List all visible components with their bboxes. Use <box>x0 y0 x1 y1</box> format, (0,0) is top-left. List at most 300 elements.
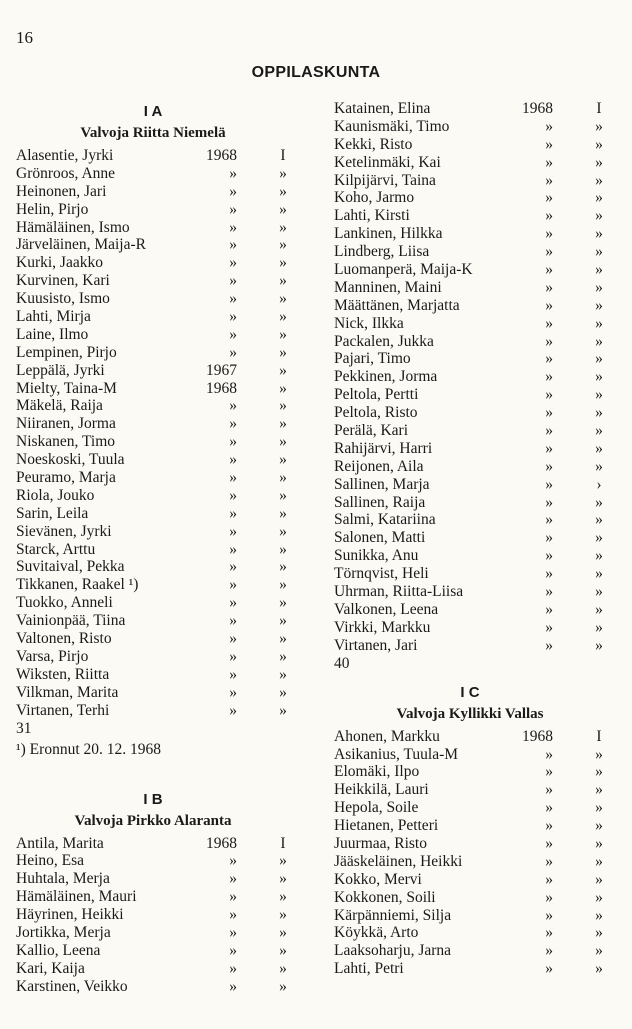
enrollment-year: » <box>545 261 553 279</box>
class-level: » <box>279 959 287 977</box>
enrollment-year: » <box>229 343 237 361</box>
student-name: Manninen, Maini <box>334 278 442 296</box>
student-name: Pekkinen, Jorma <box>334 368 438 386</box>
enrollment-year: » <box>545 942 553 960</box>
student-name: Nick, Ilkka <box>334 314 404 332</box>
student-row <box>16 290 290 308</box>
student-row <box>334 907 606 925</box>
student-row <box>16 576 290 594</box>
class-level: » <box>279 451 287 469</box>
student-row <box>16 380 290 398</box>
class-level: » <box>595 207 603 225</box>
enrollment-year: 1968 <box>522 727 553 745</box>
student-row <box>16 960 290 978</box>
student-name: Kurki, Jaakko <box>16 254 103 272</box>
student-name: Mielty, Taina-M <box>16 379 117 397</box>
student-row <box>334 960 606 978</box>
enrollment-year: » <box>229 451 237 469</box>
student-name: Lindberg, Liisa <box>334 243 430 261</box>
student-name: Ketelinmäki, Kai <box>334 153 441 171</box>
class-level: » <box>595 852 603 870</box>
class-level: » <box>279 433 287 451</box>
enrollment-year: » <box>545 763 553 781</box>
enrollment-year: » <box>229 870 237 888</box>
student-row <box>334 189 606 207</box>
class-level: » <box>279 379 287 397</box>
class-ib-list <box>16 835 290 996</box>
class-level: » <box>595 870 603 888</box>
enrollment-year: » <box>229 852 237 870</box>
student-row <box>334 458 606 476</box>
enrollment-year: » <box>545 153 553 171</box>
class-level: » <box>279 218 287 236</box>
enrollment-year: » <box>545 207 553 225</box>
class-level: » <box>279 888 287 906</box>
student-name: Kurvinen, Kari <box>16 272 110 290</box>
student-name: Alasentie, Jyrki <box>16 147 114 164</box>
class-level: » <box>279 164 287 182</box>
enrollment-year: » <box>229 522 237 540</box>
student-name: Valtonen, Risto <box>16 630 112 648</box>
student-row <box>334 637 606 655</box>
enrollment-year: » <box>229 308 237 326</box>
class-level: » <box>279 325 287 343</box>
student-name: Häyrinen, Heikki <box>16 906 124 924</box>
enrollment-year: » <box>229 683 237 701</box>
class-level: » <box>595 547 603 565</box>
enrollment-year: » <box>545 817 553 835</box>
class-level: » <box>595 817 603 835</box>
student-name: Lahti, Kirsti <box>334 207 410 225</box>
student-name: Wiksten, Riitta <box>16 665 110 683</box>
class-level: » <box>595 583 603 601</box>
student-row <box>16 558 290 576</box>
class-level: » <box>595 960 603 978</box>
class-level: » <box>595 942 603 960</box>
class-level: » <box>595 906 603 924</box>
student-name: Jortikka, Merja <box>16 923 111 941</box>
enrollment-year: » <box>229 888 237 906</box>
page-number: 16 <box>16 28 33 47</box>
student-name: Pajari, Timo <box>334 350 411 368</box>
class-level: » <box>595 763 603 781</box>
student-name: Luomanperä, Maija-K <box>334 261 473 279</box>
class-level: » <box>595 368 603 386</box>
enrollment-year: » <box>545 960 553 978</box>
enrollment-year: » <box>545 781 553 799</box>
student-name: Sarin, Leila <box>16 504 89 522</box>
student-row <box>16 702 290 720</box>
student-row <box>16 835 290 853</box>
student-name: Katainen, Elina <box>334 100 431 117</box>
class-level: » <box>595 332 603 350</box>
student-name: Vainionpää, Tiina <box>16 612 126 630</box>
enrollment-year: » <box>229 977 237 995</box>
enrollment-year: » <box>545 870 553 888</box>
class-level: » <box>279 683 287 701</box>
student-row <box>16 165 290 183</box>
student-name: Valkonen, Leena <box>334 600 439 618</box>
student-row <box>334 494 606 512</box>
student-name: Virtanen, Terhi <box>16 701 110 719</box>
enrollment-year: » <box>229 504 237 522</box>
class-level: » <box>595 834 603 852</box>
student-name: Sallinen, Marja <box>334 475 430 493</box>
student-name: Peltola, Risto <box>334 404 418 422</box>
student-name: Lempinen, Pirjo <box>16 343 117 361</box>
enrollment-year: » <box>545 799 553 817</box>
student-name: Virtanen, Jari <box>334 636 418 654</box>
student-row <box>16 906 290 924</box>
left-column <box>16 100 290 996</box>
class-level: » <box>279 272 287 290</box>
student-row <box>334 136 606 154</box>
student-row <box>16 415 290 433</box>
student-row <box>334 781 606 799</box>
enrollment-year: » <box>545 888 553 906</box>
class-level: » <box>279 852 287 870</box>
student-row <box>16 888 290 906</box>
class-ia-heading: I A <box>143 103 163 120</box>
student-row <box>16 666 290 684</box>
enrollment-year: » <box>545 475 553 493</box>
student-name: Kokkonen, Soili <box>334 888 436 906</box>
enrollment-year: » <box>545 135 553 153</box>
student-name: Ahonen, Markku <box>334 727 440 745</box>
class-level: » <box>595 457 603 475</box>
student-row <box>16 236 290 254</box>
class-level: » <box>595 439 603 457</box>
enrollment-year: » <box>545 332 553 350</box>
class-level: » <box>279 612 287 630</box>
student-row <box>334 889 606 907</box>
student-row <box>16 344 290 362</box>
class-level: » <box>279 343 287 361</box>
class-level: » <box>595 600 603 618</box>
enrollment-year: » <box>229 290 237 308</box>
student-row <box>334 799 606 817</box>
student-name: Packalen, Jukka <box>334 332 434 350</box>
student-name: Juurmaa, Risto <box>334 834 427 852</box>
student-name: Grönroos, Anne <box>16 164 116 182</box>
enrollment-year: » <box>229 325 237 343</box>
enrollment-year: » <box>229 182 237 200</box>
class-level: » <box>595 350 603 368</box>
enrollment-year: » <box>545 225 553 243</box>
student-row <box>16 523 290 541</box>
class-level: » <box>595 745 603 763</box>
class-level: » <box>279 308 287 326</box>
enrollment-year: » <box>545 547 553 565</box>
class-level: » <box>279 941 287 959</box>
enrollment-year: 1968 <box>206 379 237 397</box>
student-row <box>334 476 606 494</box>
class-level: » <box>279 182 287 200</box>
student-row <box>334 279 606 297</box>
enrollment-year: » <box>229 576 237 594</box>
enrollment-year: » <box>229 218 237 236</box>
student-row <box>16 487 290 505</box>
student-row <box>16 852 290 870</box>
student-row <box>16 612 290 630</box>
class-level: I <box>596 727 602 745</box>
enrollment-year: » <box>545 583 553 601</box>
class-ia-list <box>16 147 290 720</box>
student-name: Tikkanen, Raakel ¹) <box>16 576 139 594</box>
student-row <box>334 100 606 118</box>
enrollment-year: » <box>545 404 553 422</box>
student-name: Törnqvist, Heli <box>334 565 429 583</box>
student-row <box>334 583 606 601</box>
enrollment-year: » <box>229 558 237 576</box>
enrollment-year: » <box>545 243 553 261</box>
class-level: » <box>595 314 603 332</box>
student-row <box>16 870 290 888</box>
student-row <box>16 219 290 237</box>
student-row <box>334 118 606 136</box>
enrollment-year: » <box>229 959 237 977</box>
student-name: Sallinen, Raija <box>334 493 426 511</box>
class-level: » <box>595 422 603 440</box>
student-name: Peltola, Pertti <box>334 386 419 404</box>
class-level: » <box>595 511 603 529</box>
student-name: Kari, Kaija <box>16 959 85 977</box>
student-row <box>16 308 290 326</box>
class-level: » <box>279 504 287 522</box>
student-row <box>16 541 290 559</box>
student-row <box>16 183 290 201</box>
student-name: Antila, Marita <box>16 834 104 852</box>
student-name: Kokko, Mervi <box>334 870 422 888</box>
class-level: » <box>595 924 603 942</box>
enrollment-year: » <box>545 906 553 924</box>
student-row <box>16 684 290 702</box>
student-row <box>334 386 606 404</box>
enrollment-year: » <box>229 469 237 487</box>
class-level: » <box>279 665 287 683</box>
class-level: » <box>279 701 287 719</box>
student-row <box>16 362 290 380</box>
student-name: Perälä, Kari <box>334 422 409 440</box>
student-name: Järveläinen, Maija-R <box>16 236 146 254</box>
enrollment-year: » <box>545 852 553 870</box>
class-level: » <box>595 117 603 135</box>
student-name: Kallio, Leena <box>16 941 101 959</box>
student-row <box>334 368 606 386</box>
student-row <box>334 763 606 781</box>
student-name: Reijonen, Aila <box>334 457 424 475</box>
class-level: » <box>279 558 287 576</box>
student-name: Köykkä, Arto <box>334 924 419 942</box>
student-name: Riola, Jouko <box>16 486 95 504</box>
class-level: » <box>279 361 287 379</box>
student-name: Lahti, Mirja <box>16 308 91 326</box>
student-name: Virkki, Markku <box>334 618 431 636</box>
enrollment-year: » <box>229 272 237 290</box>
enrollment-year: » <box>545 189 553 207</box>
student-row <box>16 397 290 415</box>
enrollment-year: » <box>545 386 553 404</box>
student-row <box>16 254 290 272</box>
page-title: OPPILASKUNTA <box>251 64 381 81</box>
enrollment-year: » <box>229 941 237 959</box>
enrollment-year: » <box>545 745 553 763</box>
student-row <box>16 594 290 612</box>
student-row <box>334 207 606 225</box>
enrollment-year: » <box>229 433 237 451</box>
student-name: Hämäläinen, Mauri <box>16 888 137 906</box>
student-name: Kuusisto, Ismo <box>16 290 110 308</box>
student-row <box>334 942 606 960</box>
class-level: » <box>279 236 287 254</box>
class-level: » <box>279 630 287 648</box>
class-level: » <box>279 977 287 995</box>
enrollment-year: » <box>229 906 237 924</box>
enrollment-year: » <box>545 457 553 475</box>
student-name: Niskanen, Timo <box>16 433 116 451</box>
student-name: Lankinen, Hilkka <box>334 225 443 243</box>
enrollment-year: 1967 <box>206 361 237 379</box>
class-level: » <box>595 529 603 547</box>
class-level: » <box>279 254 287 272</box>
enrollment-year: » <box>229 647 237 665</box>
class-level: » <box>279 870 287 888</box>
student-name: Salmi, Katariina <box>334 511 436 529</box>
student-name: Laaksoharju, Jarna <box>334 942 452 960</box>
student-row <box>334 333 606 351</box>
student-row <box>334 297 606 315</box>
class-level: » <box>595 225 603 243</box>
enrollment-year: » <box>229 254 237 272</box>
student-row <box>334 350 606 368</box>
class-level: » <box>279 647 287 665</box>
class-level: I <box>280 834 286 852</box>
student-name: Helin, Pirjo <box>16 200 89 218</box>
student-name: Starck, Arttu <box>16 540 96 558</box>
student-name: Rahijärvi, Harri <box>334 439 433 457</box>
right-column <box>334 100 606 978</box>
enrollment-year: » <box>229 701 237 719</box>
class-ib-supervisor: Valvoja Pirkko Alaranta <box>74 812 232 829</box>
student-name: Asikanius, Tuula-M <box>334 745 459 763</box>
student-row <box>334 835 606 853</box>
enrollment-year: » <box>545 511 553 529</box>
student-name: Varsa, Pirjo <box>16 647 89 665</box>
student-row <box>334 154 606 172</box>
class-ia-supervisor: Valvoja Riitta Niemelä <box>80 125 226 141</box>
student-name: Peuramo, Marja <box>16 469 116 487</box>
enrollment-year: » <box>545 493 553 511</box>
student-name: Uhrman, Riitta-Liisa <box>334 583 464 601</box>
class-level: » <box>595 261 603 279</box>
enrollment-year: » <box>229 200 237 218</box>
enrollment-year: » <box>229 923 237 941</box>
student-name: Heinonen, Jari <box>16 182 107 200</box>
student-name: Laine, Ilmo <box>16 325 89 343</box>
student-row <box>16 326 290 344</box>
student-row <box>334 422 606 440</box>
student-name: Elomäki, Ilpo <box>334 763 420 781</box>
class-level: » <box>279 540 287 558</box>
student-row <box>334 529 606 547</box>
enrollment-year: » <box>545 924 553 942</box>
student-name: Karstinen, Veikko <box>16 977 128 995</box>
enrollment-year: » <box>545 439 553 457</box>
class-level: » <box>279 594 287 612</box>
class-ic-supervisor: Valvoja Kyllikki Vallas <box>396 705 544 722</box>
enrollment-year: » <box>545 296 553 314</box>
enrollment-year: » <box>545 600 553 618</box>
enrollment-year: 1968 <box>522 100 553 117</box>
class-ic-heading: I C <box>460 683 480 701</box>
enrollment-year: » <box>545 529 553 547</box>
student-row <box>334 601 606 619</box>
student-row <box>16 469 290 487</box>
enrollment-year: » <box>545 278 553 296</box>
student-row <box>334 261 606 279</box>
enrollment-year: » <box>545 117 553 135</box>
student-row <box>334 728 606 746</box>
class-level: » <box>595 171 603 189</box>
class-level: » <box>595 135 603 153</box>
class-level: › <box>596 475 602 493</box>
class-level: » <box>279 486 287 504</box>
student-name: Hepola, Soile <box>334 799 419 817</box>
enrollment-year: » <box>545 636 553 654</box>
enrollment-year: » <box>545 422 553 440</box>
class-level: » <box>595 404 603 422</box>
student-name: Leppälä, Jyrki <box>16 361 105 379</box>
class-level: » <box>595 153 603 171</box>
class-ib-continued-list <box>334 100 606 655</box>
student-row <box>334 243 606 261</box>
student-row <box>334 619 606 637</box>
enrollment-year: » <box>229 665 237 683</box>
class-level: » <box>595 243 603 261</box>
enrollment-year: » <box>229 415 237 433</box>
student-name: Suvitaival, Pekka <box>16 558 125 576</box>
student-name: Salonen, Matti <box>334 529 426 547</box>
class-level: » <box>279 469 287 487</box>
student-name: Kärpänniemi, Silja <box>334 906 452 924</box>
class-ic-list <box>334 728 606 978</box>
enrollment-year: » <box>229 612 237 630</box>
enrollment-year: » <box>229 397 237 415</box>
student-name: Hietanen, Petteri <box>334 817 439 835</box>
enrollment-year: » <box>229 486 237 504</box>
student-row <box>16 924 290 942</box>
student-row <box>334 225 606 243</box>
student-row <box>16 451 290 469</box>
class-level: » <box>595 618 603 636</box>
student-name: Koho, Jarmo <box>334 189 415 207</box>
student-row <box>334 817 606 835</box>
enrollment-year: » <box>545 834 553 852</box>
enrollment-year: » <box>229 594 237 612</box>
student-row <box>16 978 290 996</box>
class-level: » <box>595 278 603 296</box>
enrollment-year: » <box>545 314 553 332</box>
student-name: Tuokko, Anneli <box>16 594 113 612</box>
student-row <box>334 547 606 565</box>
class-level: » <box>595 888 603 906</box>
class-level: » <box>595 296 603 314</box>
class-level: » <box>595 781 603 799</box>
student-name: Hämäläinen, Ismo <box>16 218 130 236</box>
student-name: Sunikka, Anu <box>334 547 419 565</box>
enrollment-year: » <box>229 630 237 648</box>
class-level: » <box>279 576 287 594</box>
